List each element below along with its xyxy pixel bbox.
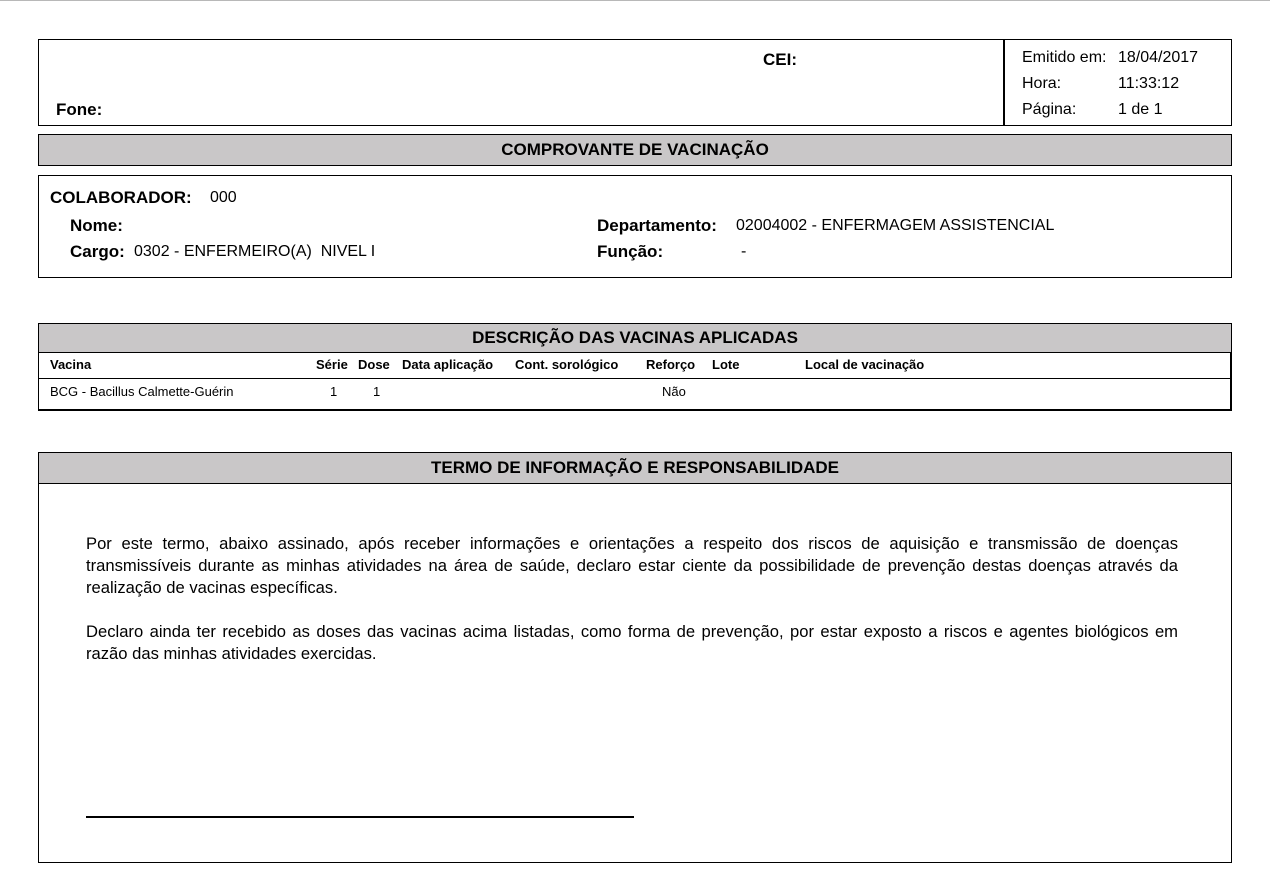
nome-label: Nome: (70, 216, 123, 235)
funcao-value: - (741, 243, 747, 260)
col-serie: Série (316, 357, 348, 372)
document-title: COMPROVANTE DE VACINAÇÃO (38, 134, 1232, 166)
departamento-label: Departamento: (597, 216, 717, 235)
cell-dose: 1 (373, 384, 381, 399)
termo-title: TERMO DE INFORMAÇÃO E RESPONSABILIDADE (38, 452, 1232, 484)
header-divider (1003, 39, 1005, 125)
hora-value: 11:33:12 (1118, 75, 1180, 92)
fone-label: Fone: (56, 100, 103, 119)
colaborador-label: COLABORADOR: (50, 188, 192, 207)
col-dose: Dose (358, 357, 390, 372)
vacinas-header-divider (38, 378, 1231, 379)
emitido-value: 18/04/2017 (1118, 49, 1199, 66)
cargo-label: Cargo: (70, 242, 125, 261)
departamento-value: 02004002 - ENFERMAGEM ASSISTENCIAL (736, 217, 1055, 234)
pagina-value: 1 de 1 (1118, 101, 1163, 118)
page-top-border (0, 0, 1270, 1)
cell-serie: 1 (330, 384, 338, 399)
cell-vacina: BCG - Bacillus Calmette-Guérin (50, 384, 234, 399)
termo-paragraph-1: Por este termo, abaixo assinado, após receber informações e orientações a respeito dos riscos de aquisição e transmissão de doenças transmissíveis durante as minhas atividades na área de saúde, declaro estar ciente da possibilidade de prevenção destas doenças através da realização de vacinas específicas. (86, 534, 1178, 597)
vacinas-title: DESCRIÇÃO DAS VACINAS APLICADAS (38, 323, 1232, 353)
col-cont-sorologico: Cont. sorológico (515, 357, 619, 372)
colaborador-value: 000 (210, 189, 237, 206)
cargo-value: 0302 - ENFERMEIRO(A) NIVEL I (134, 243, 376, 260)
funcao-label: Função: (597, 242, 664, 261)
termo-paragraph-2: Declaro ainda ter recebido as doses das vacinas acima listadas, como forma de prevenção, por estar exposto a riscos e agentes biológicos em razão das minhas atividades exercidas. (86, 622, 1178, 663)
cell-reforco: Não (662, 384, 686, 399)
col-lote: Lote (712, 357, 740, 372)
signature-line (86, 816, 634, 818)
col-reforco: Reforço (646, 357, 696, 372)
hora-label: Hora: (1022, 75, 1062, 92)
emitido-label: Emitido em: (1022, 49, 1107, 66)
col-data-aplicacao: Data aplicação (402, 357, 494, 372)
col-vacina: Vacina (50, 357, 92, 372)
pagina-label: Página: (1022, 101, 1077, 118)
cei-label: CEI: (763, 50, 797, 69)
col-local-vacinacao: Local de vacinação (805, 357, 925, 372)
